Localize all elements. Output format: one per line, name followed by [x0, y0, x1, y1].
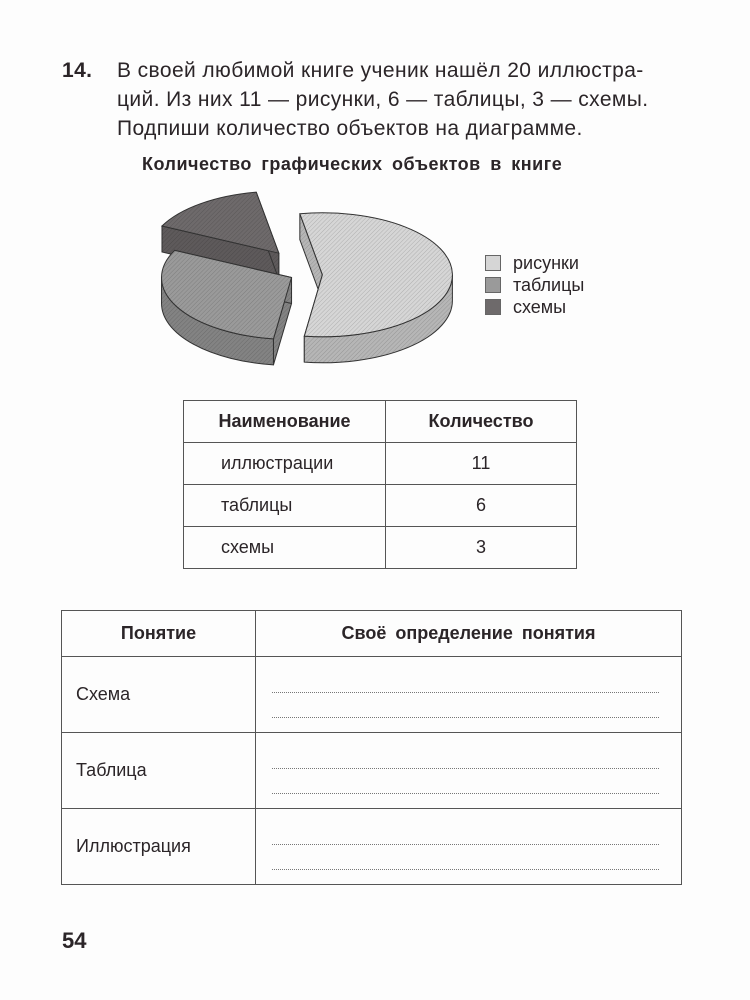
pie-chart	[160, 190, 460, 385]
cell-count: 3	[386, 527, 577, 569]
dotted-line	[272, 748, 659, 769]
dotted-line	[272, 693, 659, 718]
cell-count: 6	[386, 485, 577, 527]
definition-table	[61, 610, 682, 885]
task-line: ций. Из них 11 — рисунки, 6 — таблицы, 3 — схемы.	[117, 88, 649, 111]
chart-title: Количество графических объектов в книге	[142, 154, 563, 174]
header-name: Наименование	[184, 401, 386, 443]
cell-term: Схема	[62, 657, 256, 733]
definition-input[interactable]	[256, 809, 682, 885]
count-table	[183, 400, 577, 569]
cell-count: 11	[386, 443, 577, 485]
legend-item	[485, 274, 584, 296]
cell-name: схемы	[184, 527, 386, 569]
table-row	[62, 657, 682, 733]
legend-label: рисунки	[513, 253, 579, 273]
task-number: 14.	[62, 59, 93, 82]
task-line: Подпиши количество объектов на диаграмме.	[117, 117, 583, 140]
table-row	[184, 527, 577, 569]
table-row	[184, 443, 577, 485]
task-line: В своей любимой книге ученик нашёл 20 иллюстра-	[117, 59, 644, 82]
cell-name: таблицы	[184, 485, 386, 527]
legend-swatch	[485, 277, 501, 293]
table-header-row	[62, 611, 682, 657]
definition-input[interactable]	[256, 657, 682, 733]
dotted-line	[272, 824, 659, 845]
legend-label: таблицы	[513, 275, 585, 295]
header-definition: Своё определение понятия	[256, 611, 682, 657]
table-row	[62, 733, 682, 809]
dotted-line	[272, 845, 659, 870]
cell-term: Таблица	[62, 733, 256, 809]
page-number: 54	[62, 928, 87, 953]
legend-item	[485, 296, 584, 318]
legend-swatch	[485, 299, 501, 315]
legend-item	[485, 252, 584, 274]
pie-slice-risunki	[300, 213, 453, 363]
table-row	[184, 485, 577, 527]
legend-label: схемы	[513, 297, 567, 317]
header-count: Количество	[386, 401, 577, 443]
dotted-line	[272, 672, 659, 693]
dotted-line	[272, 769, 659, 794]
definition-input[interactable]	[256, 733, 682, 809]
legend-swatch	[485, 255, 501, 271]
table-header-row	[184, 401, 577, 443]
table-row	[62, 809, 682, 885]
header-term: Понятие	[62, 611, 256, 657]
cell-name: иллюстрации	[184, 443, 386, 485]
chart-legend	[485, 252, 584, 318]
cell-term: Иллюстрация	[62, 809, 256, 885]
